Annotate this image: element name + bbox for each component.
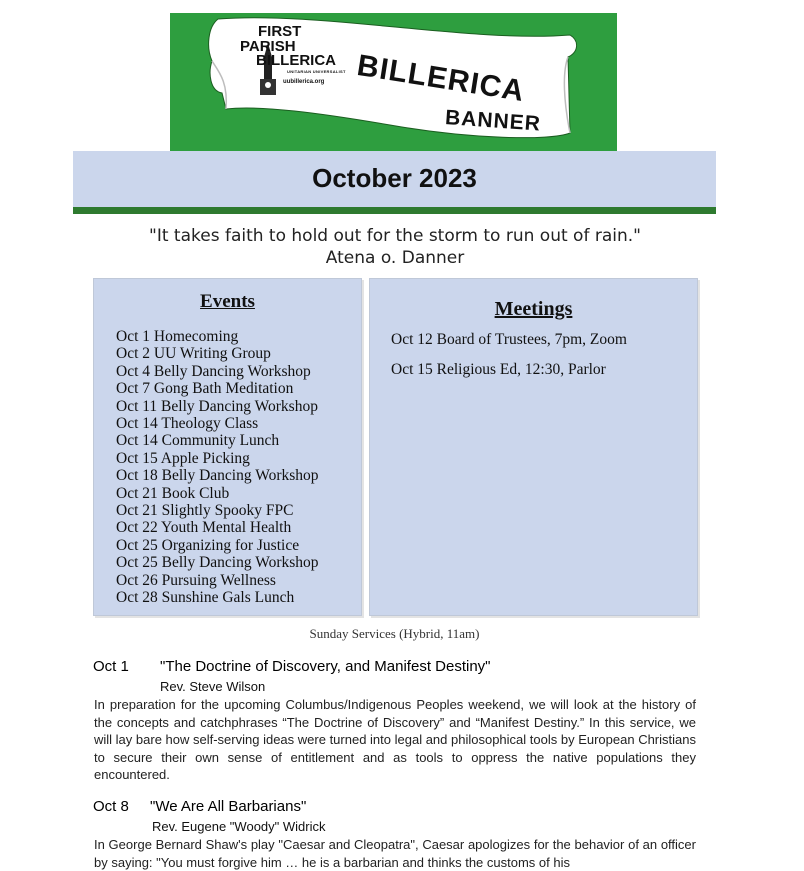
meetings-heading: Meetings: [494, 298, 573, 320]
list-item: Oct 25 Belly Dancing Workshop: [116, 554, 319, 572]
service-description: In George Bernard Shaw's play "Caesar and Cleopatra", Caesar apologizes for the behavior of an officer by saying: "You must forgive him … he is a barbarian and thinks the customs of his: [94, 837, 696, 870]
list-item: Oct 21 Slightly Spooky FPC: [116, 502, 294, 520]
list-item: Oct 15 Apple Picking: [116, 449, 250, 467]
masthead-subtitle: BANNER: [444, 106, 542, 136]
list-item: Oct 15 Religious Ed, 12:30, Parlor: [391, 361, 606, 378]
sunday-services-caption: Sunday Services (Hybrid, 11am): [309, 626, 480, 641]
list-item: Oct 25 Organizing for Justice: [116, 536, 300, 554]
service-date: Oct 8: [93, 798, 129, 815]
events-heading: Events: [200, 291, 255, 312]
list-item: Oct 12 Board of Trustees, 7pm, Zoom: [391, 331, 627, 348]
service-title: "The Doctrine of Discovery, and Manifest Destiny": [160, 658, 491, 675]
list-item: Oct 1 Homecoming: [116, 328, 239, 345]
list-item: Oct 22 Youth Mental Health: [116, 519, 292, 537]
logo-line-billerica: BILLERICA: [256, 52, 336, 69]
logo-line-parish: PARISH: [240, 38, 296, 55]
meetings-list: [391, 331, 627, 391]
list-item: Oct 14 Theology Class: [116, 415, 259, 433]
service-description: In preparation for the upcoming Columbus/Indigenous Peoples weekend, we will look at the history of the concepts and catchphrases “The Doctrine of Discovery” and “Manifest Destiny.” In this service, we will lay bare how self-serving ideas were turned into legal and philosophical tools by European Christians to secure their own sense of entitlement and as tools to oppress the native populations they encountered.: [94, 697, 696, 783]
list-item: Oct 28 Sunshine Gals Lunch: [116, 589, 295, 607]
list-item: Oct 14 Community Lunch: [116, 432, 280, 450]
service-speaker: Rev. Steve Wilson: [160, 679, 266, 694]
newsletter-banner: [170, 13, 617, 152]
quote-text: "It takes faith to hold out for the storm to run out of rain.": [149, 226, 641, 246]
list-item: Oct 4 Belly Dancing Workshop: [116, 362, 311, 380]
logo-website: uubillerica.org: [283, 79, 325, 85]
logo-tagline: UNITARIAN UNIVERSALIST: [287, 69, 346, 74]
list-item: Oct 21 Book Club: [116, 484, 230, 502]
issue-divider-rule: [73, 207, 716, 214]
events-list: [116, 328, 319, 607]
list-item: Oct 26 Pursuing Wellness: [116, 571, 276, 589]
list-item: Oct 18 Belly Dancing Workshop: [116, 467, 319, 485]
service-speaker: Rev. Eugene "Woody" Widrick: [152, 819, 326, 834]
events-panel: [93, 278, 362, 616]
quote-author: Atena o. Danner: [325, 248, 465, 268]
meetings-panel: [369, 278, 698, 616]
service-date: Oct 1: [93, 658, 129, 675]
masthead-title: BILLERICA: [354, 49, 527, 109]
list-item: Oct 7 Gong Bath Meditation: [116, 380, 294, 398]
logo-line-first: FIRST: [258, 23, 302, 40]
list-item: Oct 2 UU Writing Group: [116, 345, 271, 363]
service-title: "We Are All Barbarians": [150, 798, 307, 815]
list-item: Oct 11 Belly Dancing Workshop: [116, 397, 318, 415]
issue-month-title: October 2023: [312, 163, 477, 193]
